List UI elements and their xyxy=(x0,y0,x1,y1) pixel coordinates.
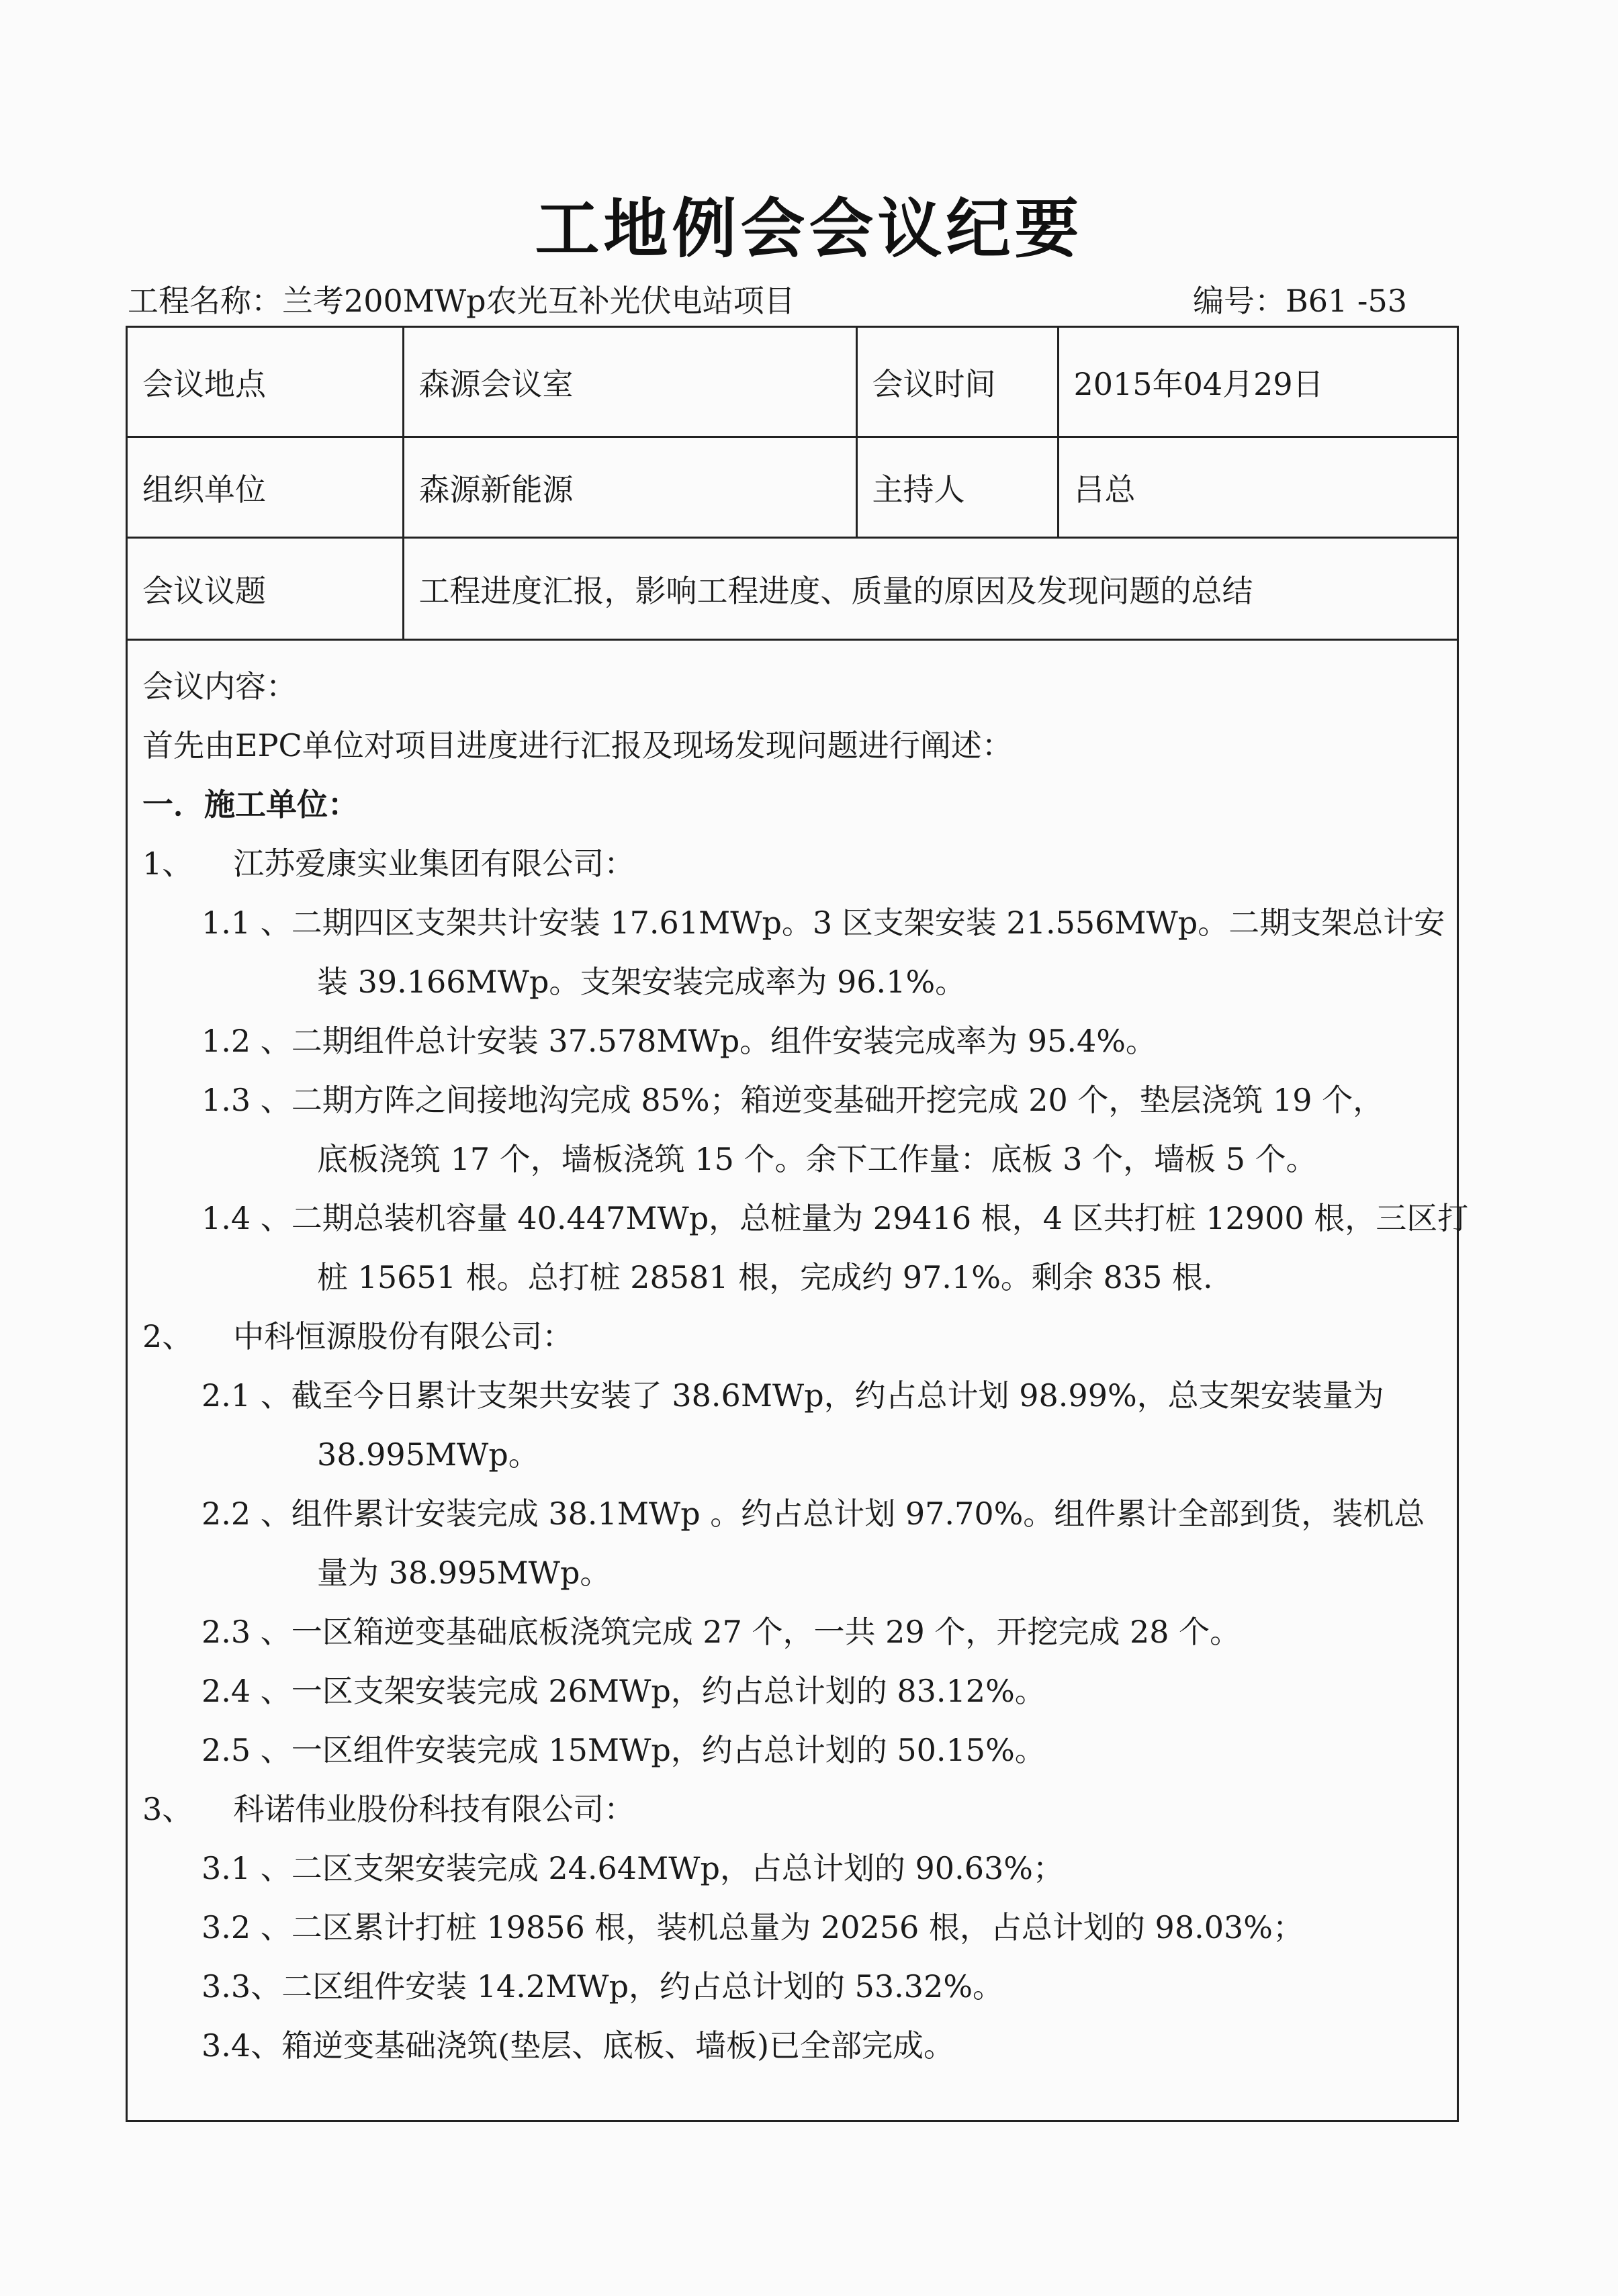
list-item-continuation: 量为 38.995MWp。 xyxy=(317,1555,611,1591)
org-value: 森源新能源 xyxy=(403,437,856,538)
location-label: 会议地点 xyxy=(128,328,403,437)
contractor-number: 2、 xyxy=(142,1318,193,1354)
info-row-org xyxy=(128,437,1457,538)
topic-value: 工程进度汇报，影响工程进度、质量的原因及发现问题的总结 xyxy=(403,538,1457,640)
info-row-location xyxy=(128,328,1457,437)
list-item-continuation: 底板浇筑 17 个，墙板浇筑 15 个。余下工作量：底板 3 个，墙板 5 个。 xyxy=(317,1141,1317,1177)
project-name: 工程名称：兰考200MWp农光互补光伏电站项目 xyxy=(128,283,795,319)
list-item: 2.2 、组件累计安装完成 38.1MWp 。约占总计划 97.70%。组件累计全部到货，装机总 xyxy=(201,1496,1425,1532)
list-item: 2.4 、一区支架安装完成 26MWp，约占总计划的 83.12%。 xyxy=(201,1673,1046,1709)
list-item: 3.3、二区组件安装 14.2MWp，约占总计划的 53.32%。 xyxy=(201,1968,1004,2005)
host-label: 主持人 xyxy=(856,437,1058,538)
contractor-number: 3、 xyxy=(142,1791,193,1827)
list-item: 3.4、箱逆变基础浇筑(垫层、底板、墙板)已全部完成。 xyxy=(201,2027,955,2064)
list-item: 2.1 、截至今日累计支架共安装了 38.6MWp，约占总计划 98.99%，总支架安装量为 xyxy=(201,1377,1384,1414)
contractor-name: 科诺伟业股份科技有限公司： xyxy=(233,1791,635,1827)
list-item: 1.4 、二期总装机容量 40.447MWp，总桩量为 29416 根，4 区共打桩 12900 根，三区打 xyxy=(201,1200,1469,1236)
list-item-continuation: 桩 15651 根。总打桩 28581 根，完成约 97.1%。剩余 835 根. xyxy=(317,1259,1213,1295)
list-item: 1.2 、二期组件总计安装 37.578MWp。组件安装完成率为 95.4%。 xyxy=(201,1023,1157,1059)
list-item: 1.3 、二期方阵之间接地沟完成 85%；箱逆变基础开挖完成 20 个，垫层浇筑 19 个， xyxy=(201,1082,1384,1118)
section-heading: 一．施工单位： xyxy=(142,786,359,823)
topic-label: 会议议题 xyxy=(128,538,403,640)
location-value: 森源会议室 xyxy=(403,328,856,437)
list-item-continuation: 装 39.166MWp。支架安装完成率为 96.1%。 xyxy=(317,964,967,1000)
contractor-heading xyxy=(142,834,1443,893)
contractor-name: 中科恒源股份有限公司： xyxy=(233,1318,574,1354)
page-title: 工地例会会议纪要 xyxy=(535,191,1083,267)
contractor-heading xyxy=(142,1307,1443,1366)
list-item: 2.3 、一区箱逆变基础底板浇筑完成 27 个，一共 29 个，开挖完成 28 个。 xyxy=(201,1614,1241,1650)
info-row-topic xyxy=(128,538,1457,640)
content-intro: 首先由EPC单位对项目进度进行汇报及现场发现问题进行阐述： xyxy=(142,727,1013,764)
contractor-number: 1、 xyxy=(142,845,193,882)
list-item: 3.2 、二区累计打桩 19856 根，装机总量为 20256 根，占总计划的 98.03%； xyxy=(201,1909,1304,1945)
time-label: 会议时间 xyxy=(856,328,1058,437)
info-table xyxy=(128,328,1457,641)
contractor-heading xyxy=(142,1780,1443,1839)
meeting-content xyxy=(142,657,1469,2075)
contractor-name: 江苏爱康实业集团有限公司： xyxy=(233,845,635,882)
list-item: 1.1 、二期四区支架共计安装 17.61MWp。3 区支架安装 21.556MWp。二期支架总计安 xyxy=(201,905,1445,941)
list-item: 3.1 、二区支架安装完成 24.64MWp，占总计划的 90.63%； xyxy=(201,1850,1064,1886)
list-item: 2.5 、一区组件安装完成 15MWp，约占总计划的 50.15%。 xyxy=(201,1732,1046,1768)
time-value: 2015年04月29日 xyxy=(1058,328,1457,437)
host-value: 吕总 xyxy=(1058,437,1457,538)
list-item-continuation: 38.995MWp。 xyxy=(317,1436,539,1473)
org-label: 组织单位 xyxy=(128,437,403,538)
serial-number: 编号：B61 -53 xyxy=(1192,283,1407,319)
minutes-frame xyxy=(126,326,1469,2122)
content-heading: 会议内容： xyxy=(142,668,297,704)
